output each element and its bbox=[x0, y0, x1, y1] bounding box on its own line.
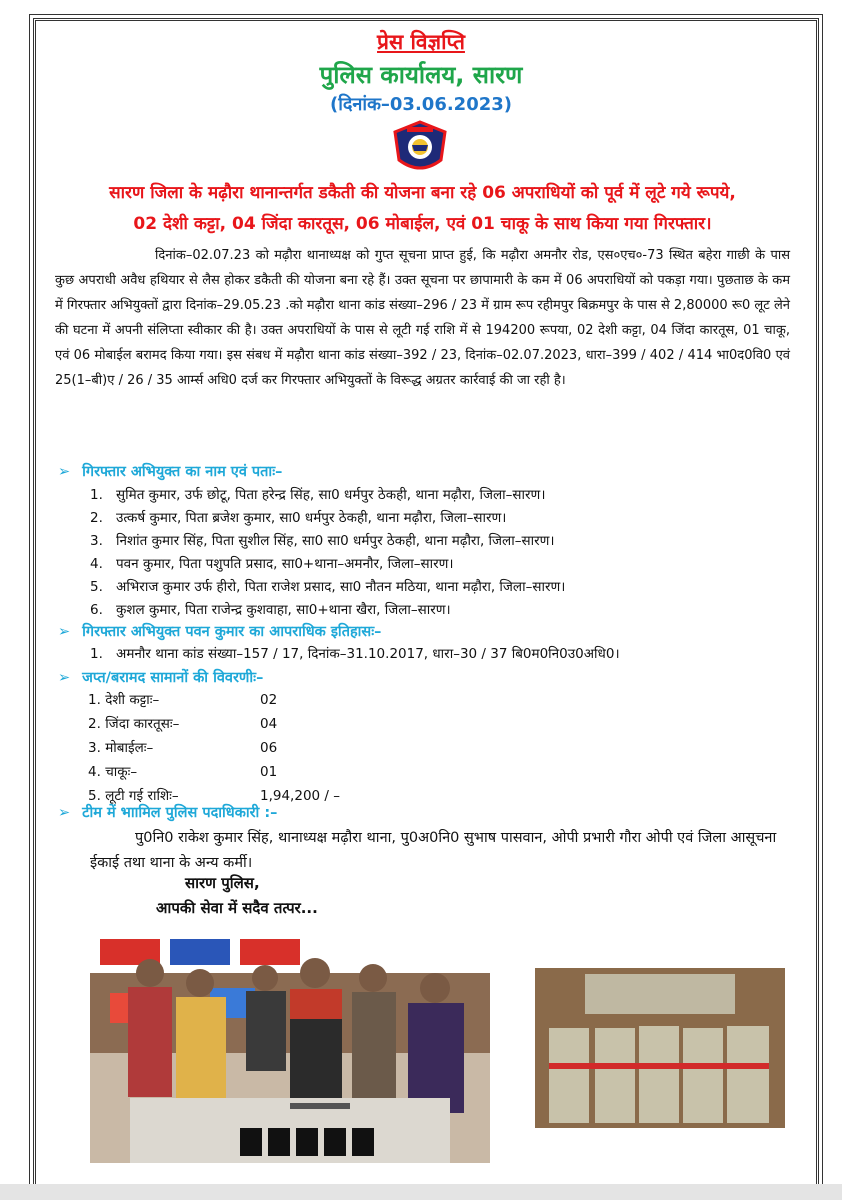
headline bbox=[55, 178, 790, 240]
seized-heading bbox=[58, 667, 263, 687]
arrow-bullet-icon: ➢ bbox=[58, 464, 71, 480]
list-item: 1. अमनौर थाना कांड संख्या–157 / 17, दिनांक–31.10.2017, धारा–30 / 37 बि0म0नि0उ0अधि0। bbox=[90, 646, 620, 662]
bihar-police-emblem-icon bbox=[385, 118, 455, 178]
headline-line-2: 02 देशी कट्टा, 04 जिंदा कारतूस, 06 मोबाईल, एवं 01 चाकू के साथ किया गया गिरफ्तार। bbox=[133, 214, 712, 234]
history-list bbox=[90, 643, 620, 666]
team-heading-text: टीम में भाामिल पुलिस पदाधिकारी :– bbox=[82, 805, 278, 821]
body-paragraph: दिनांक–02.07.23 को मढ़ौरा थानाध्यक्ष को गुप्त सूचना प्राप्त हुई, कि मढ़ौरा अमनौर रोड, एस०एच०-73 स्थित बहेरा गाछी के पास कुछ अपराधी अवैध हथियार से लैस होकर डकैती की योजना बना रहे हैं। उक्त सूचना पर छापामारी के कम में 06 अपराधियों को पकड़ा गया। पुछताछ के कम में गिरफ्तार अभियुक्तों द्वारा दिनांक–29.05.23 .को मढ़ौरा थाना कांड संख्या–296 / 23 में ग्राम रूप रहीमपुर बिक्रमपुर के पास से 2,80000 रू0 लूट लेने की घटना में अपनी संलिप्ता स्वीकार की है। उक्त अपराधियों के पास से लूटी गई राशि में से 194200 रूपया, 02 देशी कट्टा, 04 जिंदा कारतूस, 01 चाकू, एवं 06 मोबाईल बरामद किया गया। इस संबध में मढ़ौरा थाना कांड संख्या–392 / 23, दिनांक–02.07.2023, धारा–399 / 402 / 414 भा0द0वि0 एवं 25(1–बी)ए / 26 / 35 आर्म्स अधि0 दर्ज कर गिरफ्तार अभियुक्तों के विरूद्ध अग्रतर कार्रवाई की जा रही है। bbox=[55, 248, 790, 388]
arrested-heading bbox=[58, 461, 282, 481]
list-item: 3. निशांत कुमार सिंह, पिता सुशील सिंह, सा0 सा0 धर्मपुर ठेकही, थाना मढ़ौरा, जिला–सारण। bbox=[90, 533, 555, 549]
list-item: 3. मोबाईलः– 06 bbox=[88, 740, 278, 756]
history-heading-text: गिरफ्तार अभियुक्त पवन कुमार का आपराधिक इतिहासः– bbox=[82, 624, 382, 640]
office-name: पुलिस कार्यालय, सारण bbox=[319, 61, 523, 89]
arrow-bullet-icon: ➢ bbox=[58, 670, 71, 686]
seized-list bbox=[88, 688, 340, 808]
arrested-heading-text: गिरफ्तार अभियुक्त का नाम एवं पताः– bbox=[82, 464, 283, 480]
headline-line-1: सारण जिला के मढ़ौरा थानान्तर्गत डकैती की योजना बना रहे 06 अपराधियों को पूर्व में लूटे गये रूपये, bbox=[109, 183, 736, 203]
list-item: 5. लूटी गई राशिः– 1,94,200 / – bbox=[88, 788, 340, 804]
list-item: 5. अभिराज कुमार उर्फ हीरो, पिता राजेश प्रसाद, सा0 नौतन मठिया, थाना मढ़ौरा, जिला–सारण। bbox=[90, 579, 566, 595]
arrested-list bbox=[90, 484, 565, 622]
arrested-persons-photo bbox=[90, 933, 490, 1163]
press-release-title: प्रेस विज्ञप्ति bbox=[377, 30, 465, 54]
release-date: (दिनांक–03.06.2023) bbox=[329, 94, 513, 115]
history-heading bbox=[58, 621, 381, 641]
arrow-bullet-icon: ➢ bbox=[58, 805, 71, 821]
list-item: 4. चाकूः– 01 bbox=[88, 764, 278, 780]
list-item: 2. जिंदा कारतूसः– 04 bbox=[88, 716, 278, 732]
list-item: 2. उत्कर्ष कुमार, पिता ब्रजेश कुमार, सा0 धर्मपुर ठेकही, थाना मढ़ौरा, जिला–सारण। bbox=[90, 510, 507, 526]
team-heading bbox=[58, 802, 277, 822]
signoff-line-2: आपकी सेवा में सदैव तत्पर... bbox=[156, 899, 318, 917]
recovered-cash-photo bbox=[535, 968, 785, 1128]
list-item: 4. पवन कुमार, पिता पशुपति प्रसाद, सा0+थाना–अमनौर, जिला–सारण। bbox=[90, 556, 454, 572]
list-item: 6. कुशल कुमार, पिता राजेन्द्र कुशवाहा, सा0+थाना खैरा, जिला–सारण। bbox=[90, 602, 451, 618]
team-members-text: पु0नि0 राकेश कुमार सिंह, थानाध्यक्ष मढ़ौरा थाना, पु0अ0नि0 सुभाष पासवान, ओपी प्रभारी गौरा ओपी एवं जिला आसूचना ईकाई तथा थाना के अन्य कर्मी। bbox=[90, 830, 777, 871]
list-item: 1. सुमित कुमार, उर्फ छोटू, पिता हरेन्द्र सिंह, सा0 धर्मपुर ठेकही, थाना मढ़ौरा, जिला–सारण। bbox=[90, 487, 546, 503]
seized-heading-text: जप्त/बरामद सामानों की विवरणीः– bbox=[82, 670, 264, 686]
signoff-line-1: सारण पुलिस, bbox=[185, 874, 260, 892]
list-item: 1. देशी कट्टाः– 02 bbox=[88, 692, 278, 708]
footer-bar bbox=[0, 1184, 842, 1200]
arrow-bullet-icon: ➢ bbox=[58, 624, 71, 640]
